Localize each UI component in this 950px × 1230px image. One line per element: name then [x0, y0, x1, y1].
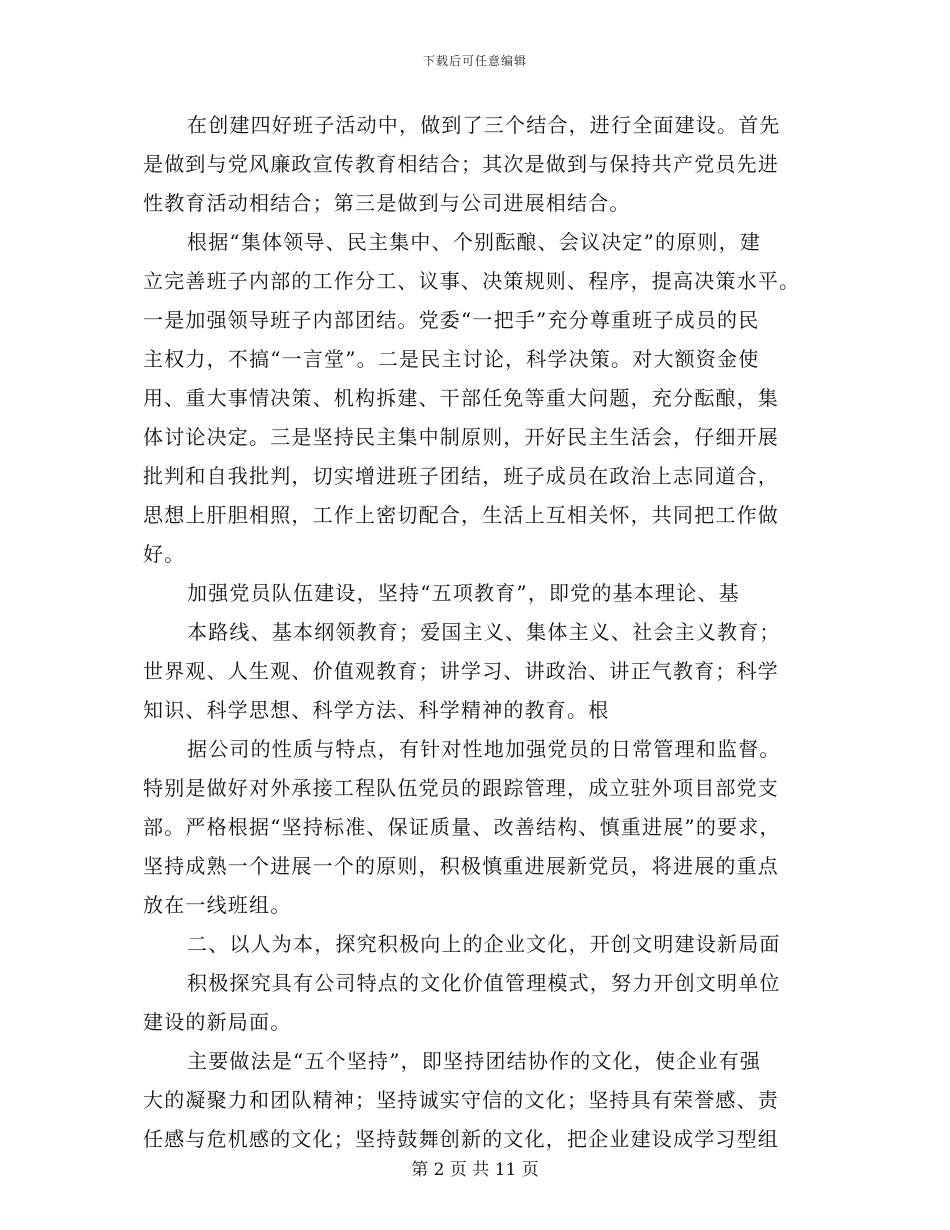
text-line: 本路线、基本纲领教育；爱国主义、集体主义、社会主义教育； [187, 620, 781, 644]
text-line: 思想上肝胆相照，工作上密切配合，生活上互相关怀，共同把工作做 [143, 503, 779, 527]
text-line: 积极探究具有公司特点的文化价值管理模式，努力开创文明单位 [187, 971, 781, 995]
text-line: 任感与危机感的文化；坚持鼓舞创新的文化，把企业建设成学习型组 [143, 1127, 779, 1151]
text-line: 主权力，不搞“一言堂”。二是民主讨论，科学决策。对大额资金使 [143, 347, 760, 371]
text-line: 加强党员队伍建设，坚持“五项教育”，即党的基本理论、基 [187, 581, 740, 605]
section-heading: 二、以人为本，探究积极向上的企业文化，开创文明建设新局面 [187, 932, 781, 956]
text-line: 在创建四好班子活动中，做到了三个结合，进行全面建设。首先 [187, 113, 781, 137]
page-number-footer: 第 2 页 共 11 页 [411, 1160, 539, 1180]
text-line: 部。严格根据“坚持标准、保证质量、改善结构、慎重进展”的要求， [143, 815, 781, 839]
text-line: 好。 [143, 542, 186, 566]
text-line: 一是加强领导班子内部团结。党委“一把手”充分尊重班子成员的民 [143, 308, 760, 332]
text-line: 放在一线班组。 [143, 893, 292, 917]
text-line: 大的凝聚力和团队精神；坚持诚实守信的文化；坚持具有荣誉感、责 [143, 1088, 779, 1112]
text-line: 根据“集体领导、民主集中、个别酝酿、会议决定”的原则，建 [187, 230, 762, 254]
text-line: 主要做法是“五个坚持”，即坚持团结协作的文化，使企业有强 [187, 1049, 762, 1073]
text-line: 体讨论决定。三是坚持民主集中制原则，开好民主生活会，仔细开展 [143, 425, 779, 449]
text-line: 是做到与党风廉政宣传教育相结合；其次是做到与保持共产党员先进 [143, 152, 779, 176]
text-line: 世界观、人生观、价值观教育；讲学习、讲政治、讲正气教育；科学 [143, 659, 779, 683]
text-line: 用、重大事情决策、机构拆建、干部任免等重大问题，充分酝酿，集 [143, 386, 779, 410]
text-line: 据公司的性质与特点，有针对性地加强党员的日常管理和监督。 [187, 737, 781, 761]
text-line: 坚持成熟一个进展一个的原则，积极慎重进展新党员，将进展的重点 [143, 854, 779, 878]
text-line: 知识、科学思想、科学方法、科学精神的教育。根 [143, 698, 610, 722]
document-body [143, 106, 808, 1159]
text-line: 特别是做好对外承接工程队伍党员的跟踪管理，成立驻外项目部党支 [143, 776, 779, 800]
text-line: 立完善班子内部的工作分工、议事、决策规则、程序，提高决策水平。 [143, 269, 801, 293]
text-line: 建设的新局面。 [143, 1010, 292, 1034]
page-header: 下载后可任意编辑 [422, 54, 527, 68]
text-line: 批判和自我批判，切实增进班子团结，班子成员在政治上志同道合， [143, 464, 779, 488]
text-line: 性教育活动相结合；第三是做到与公司进展相结合。 [143, 191, 631, 215]
